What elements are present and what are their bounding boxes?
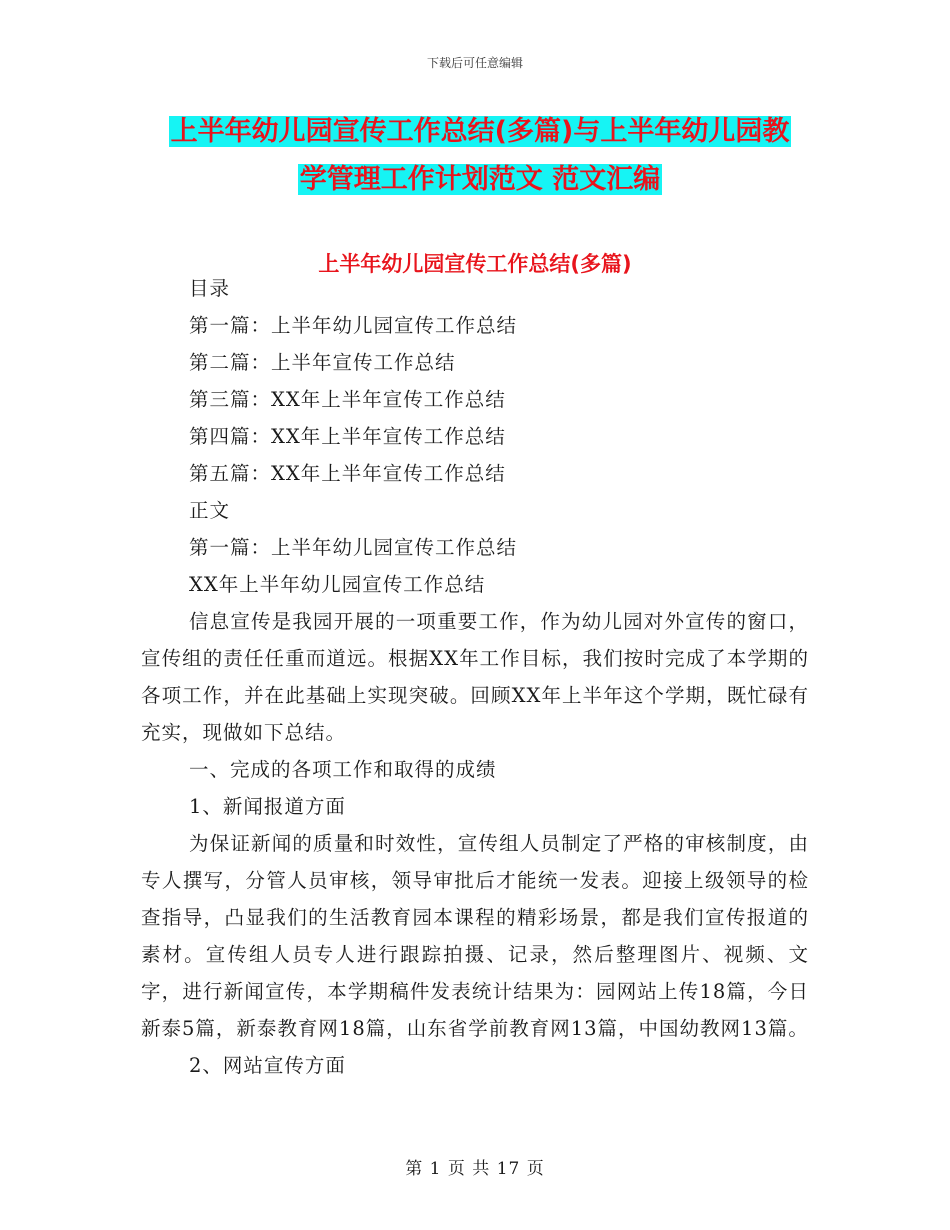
toc-item-4: 第四篇：XX年上半年宣传工作总结 [189, 425, 506, 448]
part-1-subtitle: XX年上半年幼儿园宣传工作总结 [189, 573, 486, 596]
toc-item-3: 第三篇：XX年上半年宣传工作总结 [189, 388, 506, 411]
section-title: 上半年幼儿园宣传工作总结(多篇) [318, 252, 632, 276]
toc-item-5: 第五篇：XX年上半年宣传工作总结 [189, 462, 506, 485]
heading-news-reporting: 1、新闻报道方面 [189, 795, 346, 818]
heading-achievements: 一、完成的各项工作和取得的成绩 [189, 758, 497, 781]
document-title-line-1: 上半年幼儿园宣传工作总结(多篇)与上半年幼儿园教 [170, 116, 790, 147]
toc-heading: 目录 [189, 277, 231, 300]
body-heading: 正文 [189, 499, 231, 522]
document-title-line-2: 学管理工作计划范文 范文汇编 [299, 164, 661, 195]
document-title [140, 108, 820, 204]
paragraph-1: 信息宣传是我园开展的一项重要工作，作为幼儿园对外宣传的窗口，宣传组的责任任重而道远。根据XX年工作目标，我们按时完成了本学期的各项工作，并在此基础上实现突破。回顾XX年上半年这个学期，既忙碌有充实，现做如下总结。 [141, 610, 809, 744]
document-body [141, 270, 809, 1084]
page-footer: 第 1 页 共 17 页 [405, 1159, 545, 1179]
heading-website-promotion: 2、网站宣传方面 [189, 1054, 346, 1077]
part-1-title: 第一篇：上半年幼儿园宣传工作总结 [189, 536, 518, 559]
paragraph-2: 为保证新闻的质量和时效性，宣传组人员制定了严格的审核制度，由专人撰写，分管人员审核，领导审批后才能统一发表。迎接上级领导的检查指导，凸显我们的生活教育园本课程的精彩场景，都是我们宣传报道的素材。宣传组人员专人进行跟踪拍摄、记录，然后整理图片、视频、文字，进行新闻宣传，本学期稿件发表统计结果为：园网站上传18篇，今日新泰5篇，新泰教育网18篇，山东省学前教育网13篇，中国幼教网13篇。 [141, 832, 809, 1040]
header-note: 下载后可任意编辑 [426, 56, 523, 70]
toc-item-2: 第二篇：上半年宣传工作总结 [189, 351, 456, 374]
toc-item-1: 第一篇：上半年幼儿园宣传工作总结 [189, 314, 518, 337]
